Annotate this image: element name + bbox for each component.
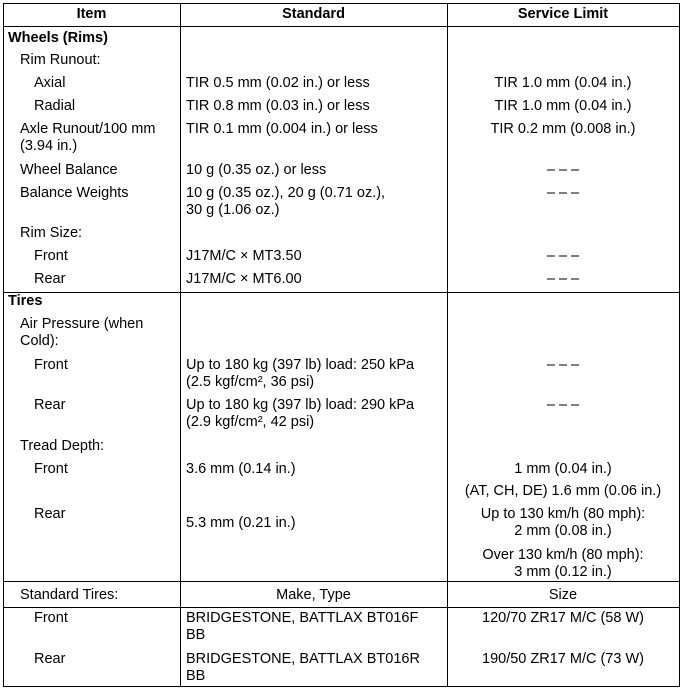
table-right-border	[679, 3, 680, 687]
label-axle-runout: Axle Runout/100 mm	[20, 121, 156, 137]
td-front-limit-regional: (AT, CH, DE) 1.6 mm (0.06 in.)	[464, 483, 662, 499]
label-rim-rear: Rear	[34, 271, 66, 287]
radial-standard: TIR 0.8 mm (0.03 in.) or less	[186, 98, 370, 114]
rim-front-limit: – – –	[546, 248, 580, 264]
section-title-tires: Tires	[8, 293, 43, 309]
label-ap-rear: Rear	[34, 397, 66, 413]
subheader-divider	[3, 607, 680, 608]
td-rear-limit-low-value: 2 mm (0.08 in.)	[514, 523, 612, 539]
ap-front-standard: Up to 180 kg (397 lb) load: 250 kPa	[186, 357, 415, 373]
label-tire-front: Front	[34, 610, 68, 626]
label-td-front: Front	[34, 461, 68, 477]
label-ap-front: Front	[34, 357, 68, 373]
label-rim-runout: Rim Runout:	[20, 52, 101, 68]
ap-rear-standard-cont: (2.9 kgf/cm², 42 psi)	[186, 414, 315, 430]
ap-front-limit: – – –	[546, 357, 580, 373]
tire-front-make-cont: BB	[186, 627, 206, 643]
subheader-make-type: Make, Type	[276, 587, 351, 603]
rim-rear-limit: – – –	[546, 271, 580, 287]
balance-weights-standard-cont: 30 g (1.06 oz.)	[186, 202, 280, 218]
axial-limit: TIR 1.0 mm (0.04 in.)	[494, 75, 632, 91]
header-divider	[3, 26, 680, 27]
table-left-border	[3, 3, 4, 687]
axial-standard: TIR 0.5 mm (0.02 in.) or less	[186, 75, 370, 91]
label-tread-depth: Tread Depth:	[20, 438, 105, 454]
label-rim-front: Front	[34, 248, 68, 264]
label-radial: Radial	[34, 98, 76, 114]
label-tire-rear: Rear	[34, 651, 66, 667]
label-axle-runout-cont: (3.94 in.)	[20, 138, 78, 154]
label-air-pressure: Air Pressure (when	[20, 316, 144, 332]
section-divider-tires	[3, 292, 680, 293]
wheel-balance-limit: – – –	[546, 162, 580, 178]
column-divider-1	[180, 3, 181, 687]
tire-rear-make: BRIDGESTONE, BATTLAX BT016R	[186, 651, 420, 667]
label-axial: Axial	[34, 75, 66, 91]
wheel-balance-standard: 10 g (0.35 oz.) or less	[186, 162, 327, 178]
tire-rear-make-cont: BB	[186, 668, 206, 684]
td-front-limit: 1 mm (0.04 in.)	[514, 461, 612, 477]
axle-runout-standard: TIR 0.1 mm (0.004 in.) or less	[186, 121, 378, 137]
td-rear-limit-high-value: 3 mm (0.12 in.)	[514, 564, 612, 580]
header-standard: Standard	[282, 6, 345, 22]
ap-rear-limit: – – –	[546, 397, 580, 413]
label-standard-tires: Standard Tires:	[20, 587, 119, 603]
balance-weights-limit: – – –	[546, 185, 580, 201]
header-service-limit: Service Limit	[517, 6, 609, 22]
td-front-standard: 3.6 mm (0.14 in.)	[186, 461, 296, 477]
tire-front-size: 120/70 ZR17 M/C (58 W)	[482, 610, 644, 626]
label-td-rear: Rear	[34, 506, 66, 522]
rim-rear-standard: J17M/C × MT6.00	[186, 271, 302, 287]
specifications-table	[3, 3, 680, 687]
td-rear-limit-low-speed: Up to 130 km/h (80 mph):	[480, 506, 646, 522]
tire-rear-size: 190/50 ZR17 M/C (73 W)	[482, 651, 644, 667]
ap-front-standard-cont: (2.5 kgf/cm², 36 psi)	[186, 374, 315, 390]
table-bottom-border	[3, 686, 680, 687]
radial-limit: TIR 1.0 mm (0.04 in.)	[494, 98, 632, 114]
subheader-size: Size	[548, 587, 578, 603]
ap-rear-standard: Up to 180 kg (397 lb) load: 290 kPa	[186, 397, 415, 413]
axle-runout-limit: TIR 0.2 mm (0.008 in.)	[490, 121, 636, 137]
section-title-wheels: Wheels (Rims)	[8, 30, 108, 46]
td-rear-limit-high-speed: Over 130 km/h (80 mph):	[482, 547, 644, 563]
table-top-border	[3, 3, 680, 4]
td-rear-standard: 5.3 mm (0.21 in.)	[186, 515, 296, 531]
balance-weights-standard: 10 g (0.35 oz.), 20 g (0.71 oz.),	[186, 185, 386, 201]
section-divider-standard-tires	[3, 581, 680, 582]
tire-front-make: BRIDGESTONE, BATTLAX BT016F	[186, 610, 419, 626]
label-balance-weights: Balance Weights	[20, 185, 129, 201]
label-wheel-balance: Wheel Balance	[20, 162, 118, 178]
rim-front-standard: J17M/C × MT3.50	[186, 248, 302, 264]
label-air-pressure-cont: Cold):	[20, 333, 59, 349]
header-item: Item	[76, 6, 107, 22]
label-rim-size: Rim Size:	[20, 225, 83, 241]
